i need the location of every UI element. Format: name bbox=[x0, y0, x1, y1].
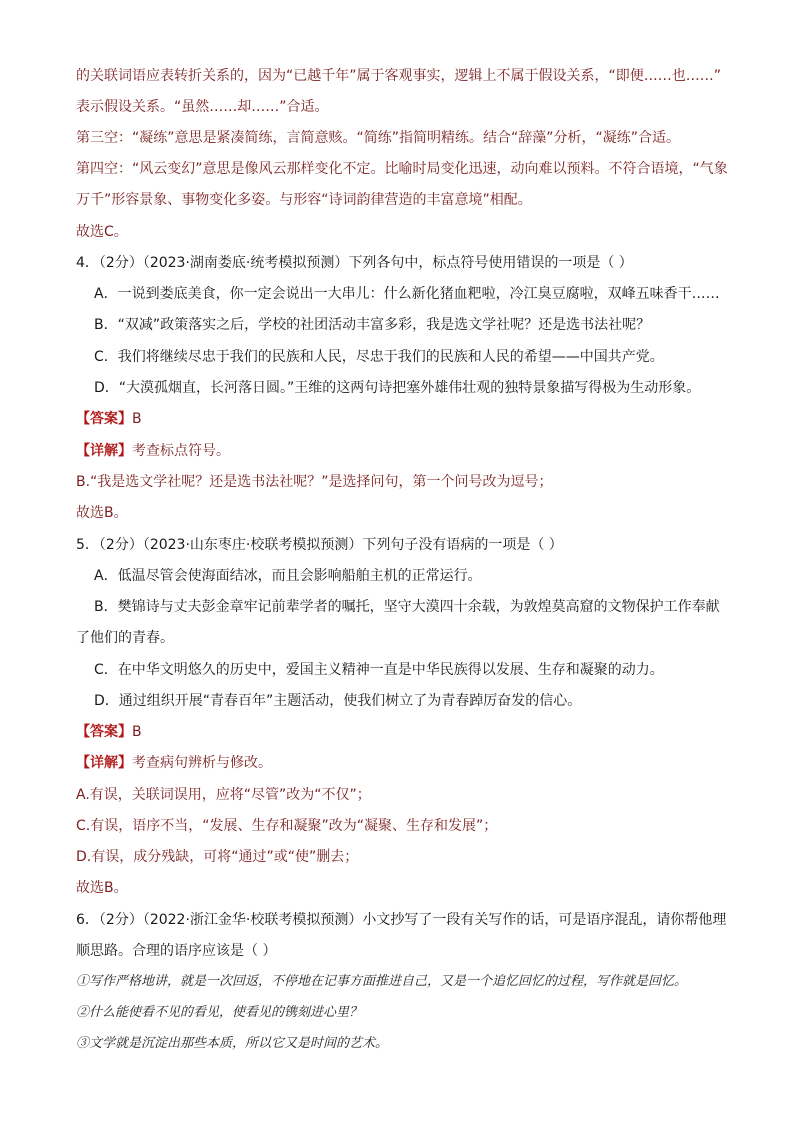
analysis-line-2: 表示假设关系。“虽然……却……”合适。 bbox=[76, 99, 329, 115]
question-4-stem: 4．（2分）（2023·湖南娄底·统考模拟预测）下列各句中，标点符号使用错误的一项是（ ） bbox=[76, 255, 633, 271]
answer-tag: 【答案】 bbox=[76, 724, 132, 740]
analysis-line-5: 万千”形容景象、事物变化多姿。与形容“诗词韵律营造的丰富意境”相配。 bbox=[76, 192, 532, 208]
answer-tag: 【答案】 bbox=[76, 411, 132, 427]
question-5-option-c: C．在中华文明悠久的历史中，爱国主义精神一直是中华民族得以发展、生存和凝聚的动力。 bbox=[94, 662, 664, 678]
question-5-answer bbox=[76, 722, 142, 742]
question-5-option-d: D．通过组织开展“青春百年”主题活动，使我们树立了为青春踔厉奋发的信心。 bbox=[94, 693, 582, 709]
answer-value: B bbox=[132, 724, 142, 740]
analysis-line-1: 的关联词语应表转折关系的，因为“已越千年”属于客观事实，逻辑上不属于假设关系，“即便……也……” bbox=[76, 68, 722, 84]
analysis-conclusion: 故选C。 bbox=[76, 224, 128, 240]
detail-text: 考查病句辨析与修改。 bbox=[132, 755, 272, 771]
question-5-option-b-cont: 了他们的青春。 bbox=[76, 630, 174, 646]
question-4-selection: 故选B。 bbox=[76, 505, 128, 521]
detail-tag: 【详解】 bbox=[76, 443, 132, 459]
question-4-option-a: A．一说到娄底美食，你一定会说出一大串儿：什么新化猪血粑啦，冷江臭豆腐啦，双峰五味香干…… bbox=[94, 286, 720, 302]
analysis-line-3: 第三空：“凝练”意思是紧凑简练，言简意赅。“简练”指简明精练。结合“辞藻”分析，“凝练”合适。 bbox=[76, 130, 681, 146]
question-4-answer bbox=[76, 409, 142, 429]
analysis-line-4: 第四空：“风云变幻”意思是像风云那样变化不定。比喻时局变化迅速，动向难以预料。不符合语境，“气象 bbox=[76, 161, 728, 177]
detail-tag: 【详解】 bbox=[76, 755, 132, 771]
question-6-sentence-1: ①写作严格地讲，就是一次回返，不停地在记事方面推进自己，又是一个追忆回忆的过程，写作就是回忆。 bbox=[76, 974, 688, 989]
question-5-explanation-c: C.有误，语序不当，“发展、生存和凝聚”改为“凝聚、生存和发展”； bbox=[76, 818, 498, 834]
question-5-stem: 5．（2分）（2023·山东枣庄·校联考模拟预测）下列句子没有语病的一项是（ ） bbox=[76, 537, 563, 553]
question-6-stem: 6．（2分）（2022·浙江金华·校联考模拟预测）小文抄写了一段有关写作的话，可是语序混乱，请你帮他理 bbox=[76, 912, 727, 928]
question-5-explanation-a: A.有误，关联词误用，应将“尽管”改为“不仅”； bbox=[76, 787, 371, 803]
answer-value: B bbox=[132, 411, 142, 427]
question-4-detail bbox=[76, 441, 230, 461]
question-5-option-b: B．樊锦诗与丈夫彭金章牢记前辈学者的嘱托，坚守大漠四十余载，为敦煌莫高窟的文物保护工作奉献 bbox=[94, 599, 720, 615]
question-5-option-a: A．低温尽管会使海面结冰，而且会影响船舶主机的正常运行。 bbox=[94, 568, 482, 584]
question-6-stem-cont: 顺思路。合理的语序应该是（ ） bbox=[76, 943, 277, 959]
question-5-detail bbox=[76, 753, 272, 773]
question-6-sentence-2: ②什么能使看不见的看见，使看见的镌刻进心里？ bbox=[76, 1005, 363, 1020]
question-5-explanation-d: D.有误，成分残缺，可将“通过”或“使”删去； bbox=[76, 849, 359, 865]
question-4-option-b: B．“双减”政策落实之后，学校的社团活动丰富多彩，我是选文学社呢？还是选书法社呢？ bbox=[94, 317, 651, 333]
question-4-explanation: B.“我是选文学社呢？还是选书法社呢？”是选择问句，第一个问号改为逗号； bbox=[76, 474, 553, 490]
detail-text: 考查标点符号。 bbox=[132, 443, 230, 459]
question-4-option-d: D．“大漠孤烟直，长河落日圆。”王维的这两句诗把塞外雄伟壮观的独特景象描写得极为生动形象。 bbox=[94, 380, 701, 396]
question-6-sentence-3: ③文学就是沉淀出那些本质，所以它又是时间的艺术。 bbox=[76, 1036, 389, 1051]
question-4-option-c: C．我们将继续尽忠于我们的民族和人民，尽忠于我们的民族和人民的希望——中国共产党。 bbox=[94, 349, 664, 365]
question-5-selection: 故选B。 bbox=[76, 880, 128, 896]
